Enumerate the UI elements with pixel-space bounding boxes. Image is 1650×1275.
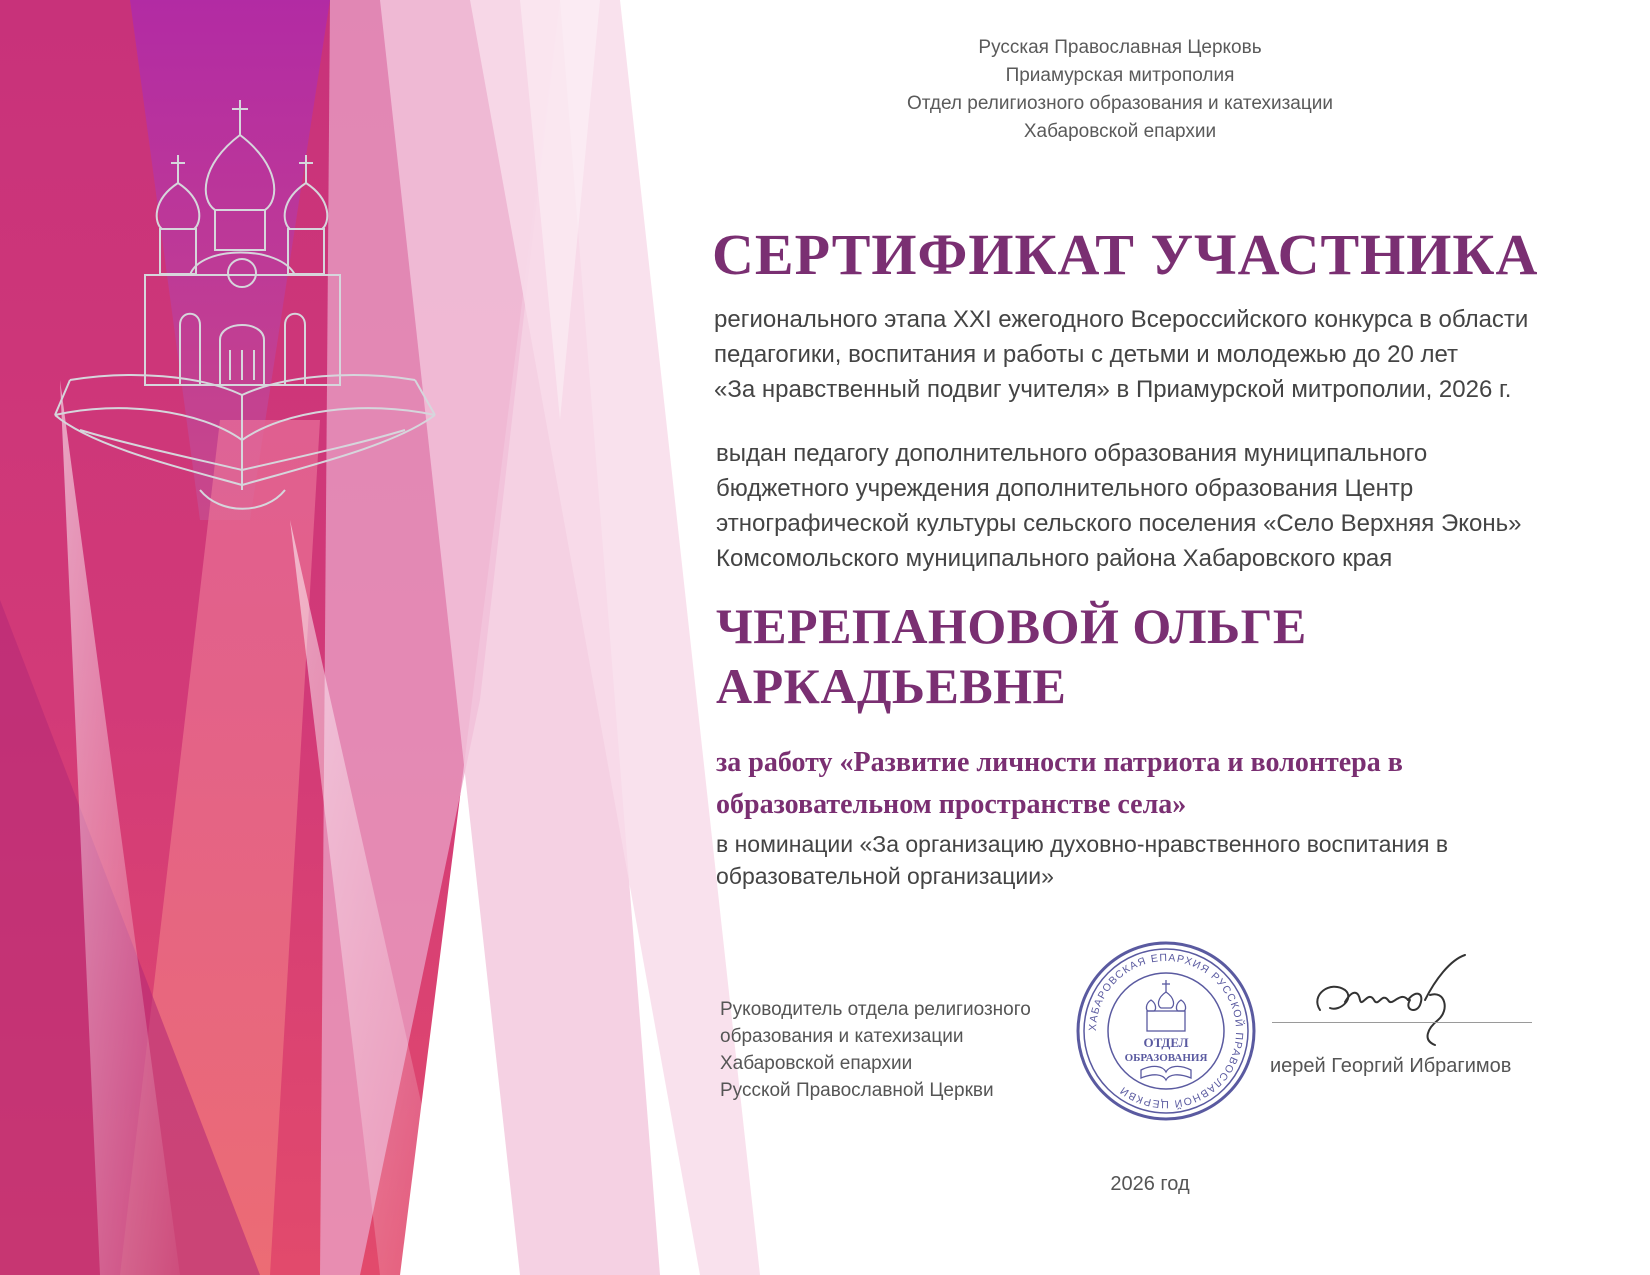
recipient-name-line: АРКАДЬЕВНЕ <box>716 658 1067 714</box>
signature-line <box>1272 1022 1532 1023</box>
event-description <box>714 302 1634 407</box>
signer-position <box>720 996 1080 1104</box>
nomination <box>716 828 1616 892</box>
handwritten-signature <box>1300 950 1480 1050</box>
cathedral-book-emblem <box>50 95 440 525</box>
work-title <box>716 742 1616 826</box>
signer-line: Хабаровской епархии <box>720 1053 913 1074</box>
issued-line: бюджетного учреждения дополнительного образования Центр <box>716 475 1414 502</box>
signer-line: Русской Православной Церкви <box>720 1080 994 1101</box>
signer-line: Руководитель отдела религиозного <box>720 999 1031 1020</box>
nomination-line: в номинации «За организацию духовно-нравственного воспитания в <box>716 831 1449 857</box>
recipient-name <box>716 596 1616 716</box>
signer-line: образования и катехизации <box>720 1026 964 1047</box>
nomination-line: образовательной организации» <box>716 863 1054 889</box>
work-title-line: за работу «Развитие личности патриота и волонтера в <box>716 747 1403 778</box>
official-seal-stamp <box>1075 940 1257 1122</box>
seal-book-icon <box>1141 1066 1191 1080</box>
header-line: Русская Православная Церковь <box>978 37 1262 58</box>
work-title-line: образовательном пространстве села» <box>716 789 1187 820</box>
signatory-name: иерей Георгий Ибрагимов <box>1270 1055 1512 1077</box>
certificate-title: СЕРТИФИКАТ УЧАСТНИКА <box>712 222 1539 287</box>
issued-line: этнографической культуры сельского поселения «Село Верхняя Эконь» <box>716 510 1522 537</box>
seal-center-text: ОТДЕЛ <box>1143 1035 1189 1050</box>
header-line: Приамурская митрополия <box>1005 65 1235 86</box>
header-line: Отдел религиозного образования и катехизации <box>907 93 1333 114</box>
issued-line: выдан педагогу дополнительного образования муниципального <box>716 440 1428 467</box>
event-line: педагогики, воспитания и работы с детьми и молодежью до 20 лет <box>714 341 1459 368</box>
issuer-header <box>860 34 1380 146</box>
header-line: Хабаровской епархии <box>1023 121 1217 142</box>
issued-to-description <box>716 436 1616 576</box>
event-line: регионального этапа XXI ежегодного Всероссийского конкурса в области <box>714 306 1529 333</box>
event-line: «За нравственный подвиг учителя» в Приамурской митрополии, 2026 г. <box>714 376 1512 403</box>
issued-line: Комсомольского муниципального района Хабаровского края <box>716 545 1393 572</box>
seal-center-text: ОБРАЗОВАНИЯ <box>1124 1052 1208 1064</box>
seal-church-icon <box>1146 980 1185 1031</box>
seal-ring-text: ХАБАРОВСКАЯ ЕПАРХИЯ РУССКОЙ ПРАВОСЛАВНОЙ ЦЕРКВИ <box>1086 951 1246 1111</box>
issue-year: 2026 год <box>1110 1173 1190 1195</box>
recipient-name-line: ЧЕРЕПАНОВОЙ ОЛЬГЕ <box>716 598 1307 654</box>
